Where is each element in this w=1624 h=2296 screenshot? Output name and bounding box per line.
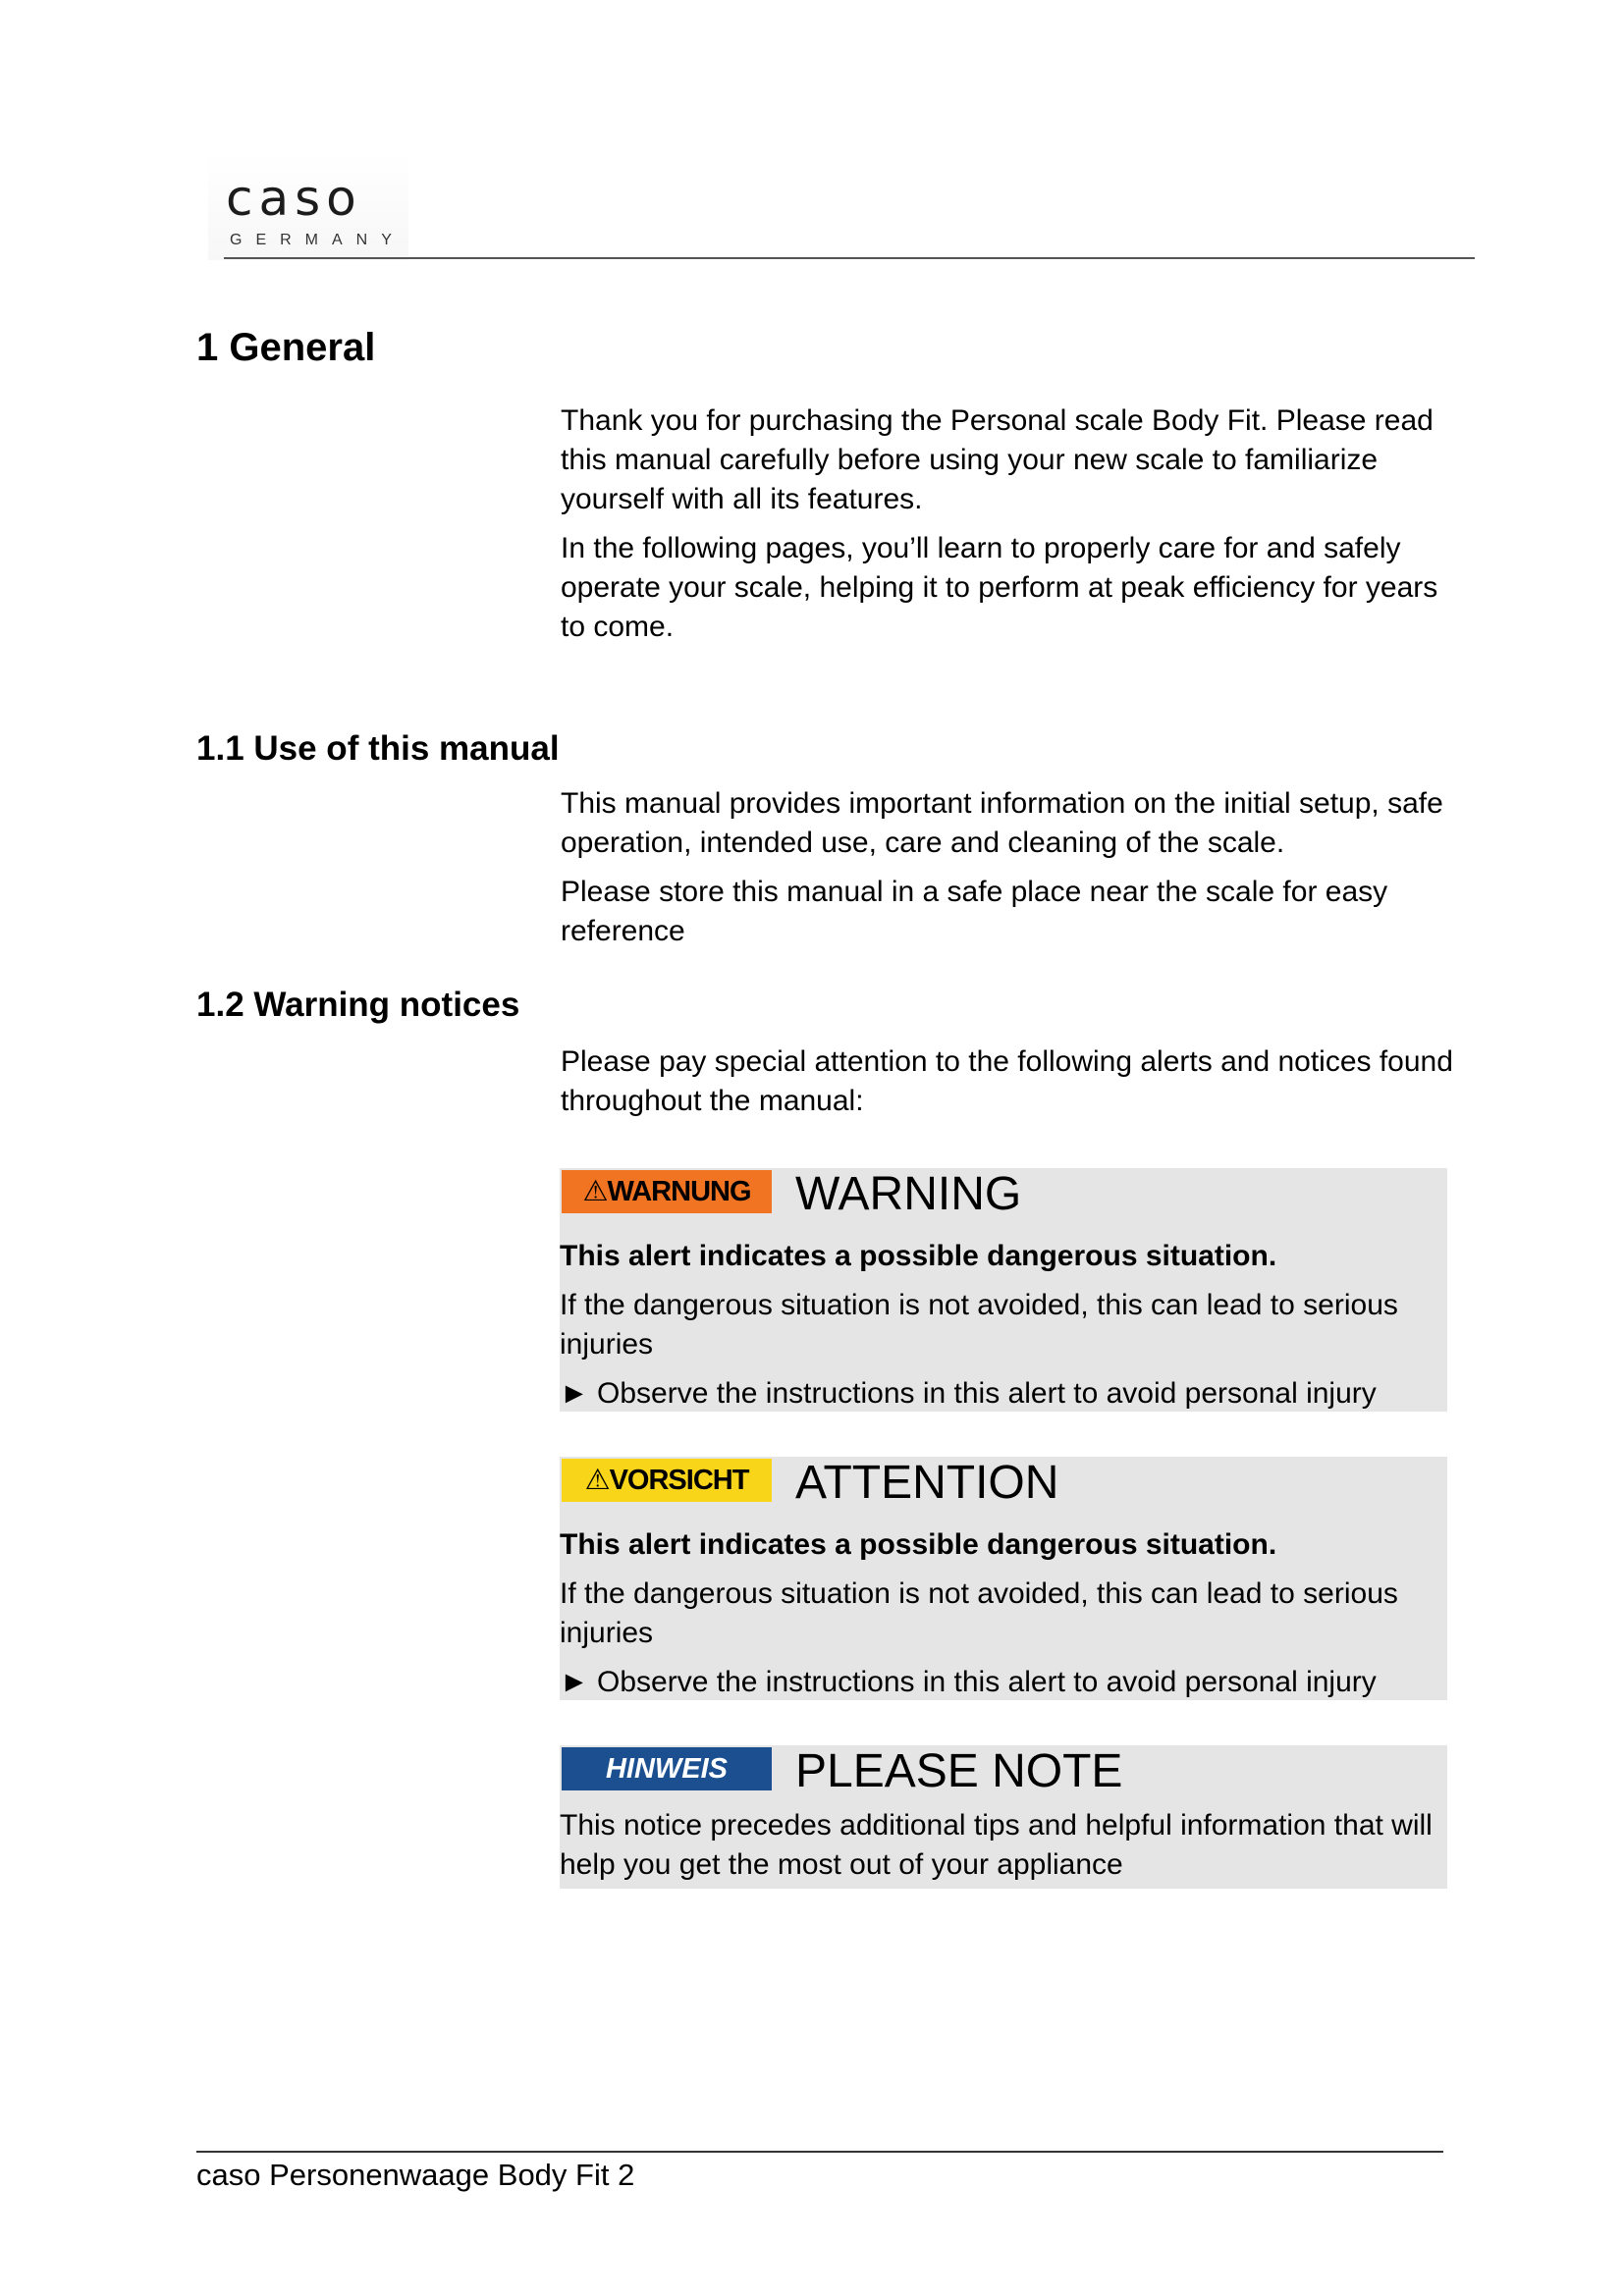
warnung-badge: ⚠WARNUNG bbox=[562, 1170, 772, 1213]
warning-instruction: ► Observe the instructions in this alert to avoid personal injury bbox=[560, 1377, 1377, 1410]
warning-headline: This alert indicates a possible dangerous situation. bbox=[560, 1240, 1277, 1272]
paragraph: In the following pages, you’ll learn to properly care for and safely operate your scale, helping it to perform at peak efficiency for years to come. bbox=[561, 532, 1438, 643]
header-divider bbox=[224, 257, 1475, 259]
footer-divider bbox=[196, 2151, 1443, 2153]
caso-logo bbox=[208, 152, 408, 260]
warning-body bbox=[560, 1237, 1447, 1423]
paragraph: Thank you for purchasing the Personal scale Body Fit. Please read this manual carefully before using your new scale to familiarize yourself with all its features. bbox=[561, 404, 1434, 515]
note-title: PLEASE NOTE bbox=[795, 1745, 1123, 1797]
attention-instruction: ► Observe the instructions in this alert to avoid personal injury bbox=[560, 1666, 1377, 1698]
attention-body bbox=[560, 1525, 1447, 1712]
use-of-manual-text bbox=[561, 784, 1464, 961]
logo-subtext: GERMANY bbox=[230, 232, 406, 248]
attention-text: If the dangerous situation is not avoided, this can lead to serious injuries bbox=[560, 1577, 1398, 1649]
warning-text: If the dangerous situation is not avoided, this can lead to serious injuries bbox=[560, 1289, 1398, 1361]
section-heading-warning-notices: 1.2 Warning notices bbox=[196, 986, 520, 1024]
paragraph: This manual provides important information on the initial setup, safe operation, intended use, care and cleaning of the scale. bbox=[561, 787, 1443, 859]
warning-title: WARNING bbox=[795, 1168, 1022, 1220]
attention-notice bbox=[560, 1457, 1447, 1700]
paragraph: Please pay special attention to the following alerts and notices found throughout the manual: bbox=[561, 1045, 1453, 1117]
warning-notices-intro bbox=[561, 1042, 1464, 1131]
vorsicht-badge: ⚠VORSICHT bbox=[562, 1459, 772, 1502]
attention-title: ATTENTION bbox=[795, 1457, 1059, 1509]
note-text: This notice precedes additional tips and helpful information that will help you get the most out of your appliance bbox=[560, 1809, 1433, 1881]
note-body bbox=[560, 1806, 1447, 1895]
general-text bbox=[561, 401, 1464, 657]
logo-wordmark: caso bbox=[226, 170, 362, 227]
page-footer: caso Personenwaage Body Fit 2 bbox=[196, 2158, 635, 2192]
warning-notice bbox=[560, 1168, 1447, 1412]
section-heading-general: 1 General bbox=[196, 326, 376, 369]
note-notice bbox=[560, 1745, 1447, 1889]
section-heading-use-of-manual: 1.1 Use of this manual bbox=[196, 729, 560, 768]
attention-headline: This alert indicates a possible dangerous situation. bbox=[560, 1528, 1277, 1561]
hinweis-badge: HINWEIS bbox=[562, 1747, 772, 1790]
paragraph: Please store this manual in a safe place near the scale for easy reference bbox=[561, 876, 1388, 947]
